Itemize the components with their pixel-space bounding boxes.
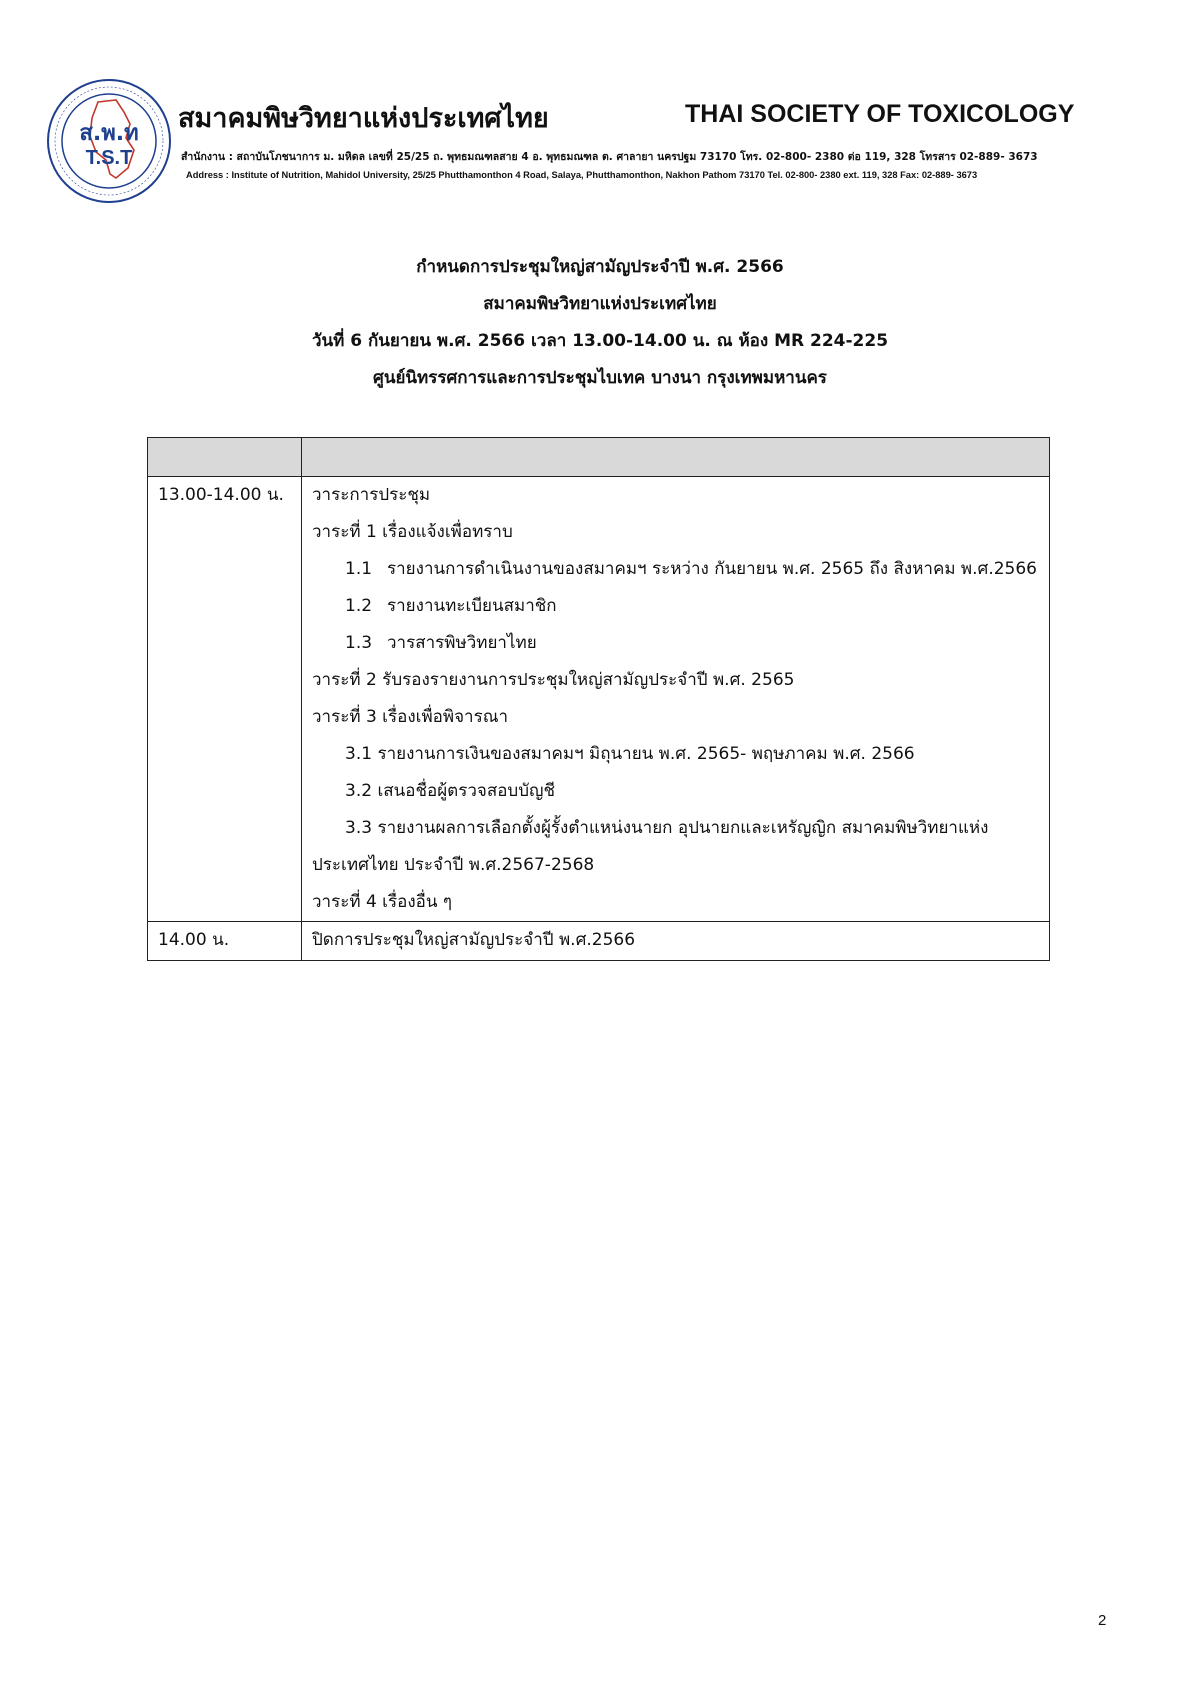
org-name-english: THAI SOCIETY OF TOXICOLOGY [685, 100, 1075, 128]
sub-item-3-3: 3.3 รายงานผลการเลือกตั้งผู้รั้งตำแหน่งนายก อุปนายกและเหรัญญิก สมาคมพิษวิทยาแห่ง [345, 818, 989, 838]
table-header-row [148, 438, 1050, 477]
title-line-3: วันที่ 6 กันยายน พ.ศ. 2566 เวลา 13.00-14.00 น. ณ ห้อง MR 224-225 [311, 331, 889, 351]
agenda-item-3: วาระที่ 3 เรื่องเพื่อพิจารณา [312, 707, 509, 727]
address-english: Address : Institute of Nutrition, Mahidol University, 25/25 Phutthamonthon 4 Road, Salaya, Phutthamonthon, Nakhon Pathom 73170 Tel. 02-800- 2380 ext. 119, 328 Fax: 02-889- 3673 [186, 170, 978, 180]
agenda-item-1: วาระที่ 1 เรื่องแจ้งเพื่อทราบ [312, 522, 513, 542]
table-row [148, 477, 1050, 922]
table-row [148, 922, 1050, 961]
title-line-1: กำหนดการประชุมใหญ่สามัญประจำปี พ.ศ. 2566 [416, 257, 784, 277]
logo-text-bottom: T.S.T [85, 147, 133, 169]
society-logo [46, 78, 172, 204]
agenda-title: วาระการประชุม [312, 485, 431, 505]
page-number: 2 [1098, 1612, 1107, 1629]
closing-text: ปิดการประชุมใหญ่สามัญประจำปี พ.ศ.2566 [312, 930, 636, 950]
time-cell [148, 922, 302, 961]
header-cell-time [148, 438, 302, 477]
sub-item-text: รายงานการดำเนินงานของสมาคมฯ ระหว่าง กันยายน พ.ศ. 2565 ถึง สิงหาคม พ.ศ.2566 [387, 559, 1037, 579]
time-text: 14.00 น. [158, 930, 230, 950]
agenda-item-4: วาระที่ 4 เรื่องอื่น ๆ [312, 892, 453, 912]
content-cell [302, 477, 1050, 922]
agenda-item-2: วาระที่ 2 รับรองรายงานการประชุมใหญ่สามัญประจำปี พ.ศ. 2565 [312, 670, 795, 690]
sub-item-1-1 [312, 551, 1049, 588]
time-cell [148, 477, 302, 922]
title-line-2: สมาคมพิษวิทยาแห่งประเทศไทย [483, 294, 717, 314]
org-name-thai: สมาคมพิษวิทยาแห่งประเทศไทย [178, 103, 549, 134]
sub-item-3-3-continued: ประเทศไทย ประจำปี พ.ศ.2567-2568 [312, 855, 595, 875]
sub-item-text: วารสารพิษวิทยาไทย [387, 633, 537, 653]
sub-item-number: 1.1 [345, 559, 373, 579]
header-cell-content [302, 438, 1050, 477]
content-cell [302, 922, 1050, 961]
sub-item-text: รายงานทะเบียนสมาชิก [387, 596, 557, 616]
title-line-4: ศูนย์นิทรรศการและการประชุมไบเทค บางนา กรุงเทพมหานคร [373, 368, 827, 388]
address-thai: สำนักงาน : สถาบันโภชนาการ ม. มหิดล เลขที่ 25/25 ถ. พุทธมณฑลสาย 4 อ. พุทธมณฑล ต. ศาลายา นครปฐม 73170 โทร. 02-800- 2380 ต่อ 119, 328 โทรสาร 02-889- 3673 [181, 151, 1038, 163]
sub-item-number: 1.2 [345, 596, 373, 616]
time-text: 13.00-14.00 น. [158, 485, 284, 505]
sub-item-3-2: 3.2 เสนอชื่อผู้ตรวจสอบบัญชี [345, 781, 556, 801]
logo-text-top: ส.พ.ท [79, 121, 139, 146]
sub-item-1-3 [312, 625, 1049, 662]
sub-item-1-2 [312, 588, 1049, 625]
agenda-table [147, 437, 1050, 961]
sub-item-3-1: 3.1 รายงานการเงินของสมาคมฯ มิถุนายน พ.ศ. 2565- พฤษภาคม พ.ศ. 2566 [345, 744, 915, 764]
document-title-block [0, 254, 1200, 402]
sub-item-number: 1.3 [345, 633, 373, 653]
